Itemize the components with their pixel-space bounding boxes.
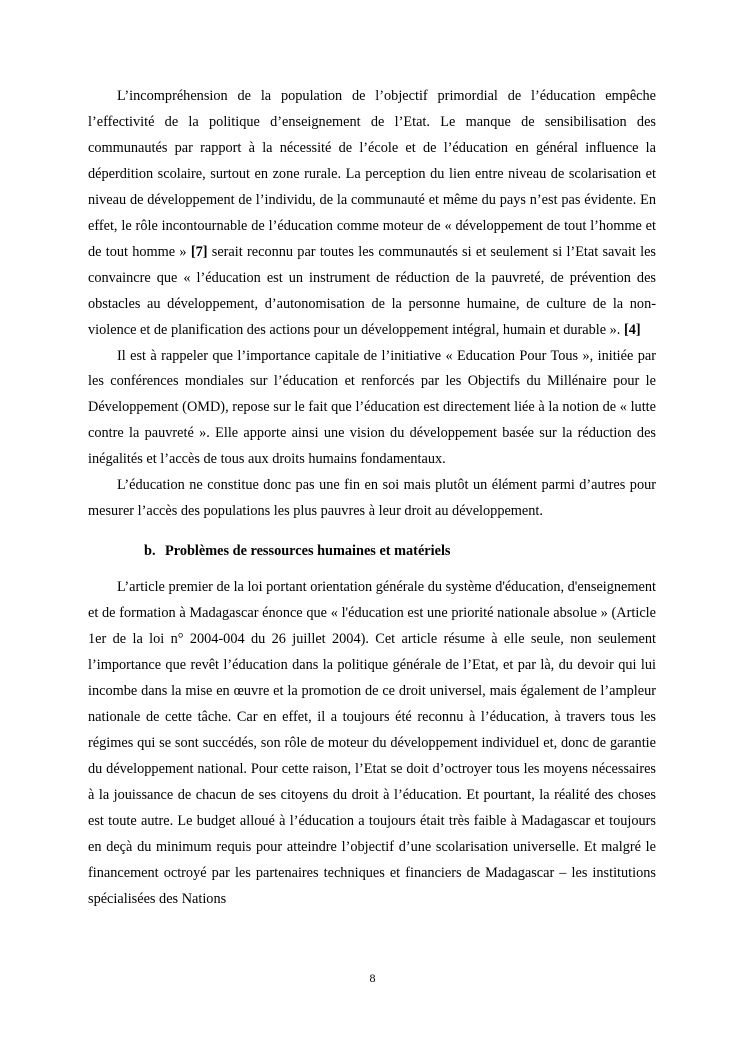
citation-ref: [7] xyxy=(190,243,208,260)
text-run: L’article premier de la loi portant orientation générale du système d'éducation, d'enseignement et de formation à Madagascar énonce que « l'éducation est une priorité nationale absolue » (Article 1er de la loi n° 2004-004 du 26 juillet 2004). Cet article résume à elle seule, non seulement l’importance que revêt l’éducation dans la politique générale de l’Etat, et par là, du devoir qui lui incombe dans la mise en œuvre et la promotion de ce droit universel, mais également de l’ampleur nationale de cette tâche. Car en effet, il a toujours été reconnu à l’éducation, à travers tous les régimes qui se sont succédés, son rôle de moteur du développement individuel et, donc de garantie du développement national. Pour cette raison, l’Etat se doit d’octroyer tous les moyens nécessaires à la jouissance de chacun de ses citoyens du droit à l’éducation. Et pourtant, la réalité des choses est toute autre. Le budget alloué à l’éducation a toujours était très faible à Madagascar et toujours en deçà du minimum requis pour atteindre l’objectif d’une scolarisation universelle. Et malgré le financement octroyé par les partenaires techniques et financiers de Madagascar – les institutions spécialisées des Nations xyxy=(88,579,656,907)
citation-ref: [4] xyxy=(623,321,641,338)
text-run: L’incompréhension de la population de l’objectif primordial de l’éducation empêche l’effectivité de la politique d’enseignement de l’Etat. Le manque de sensibilisation des communautés par rapport à la nécessité de l’école et de l’éducation en général influence la déperdition scolaire, surtout en zone rurale. La perception du lien entre niveau de scolarisation et niveau de développement de l’individu, de la communauté et même du pays n’est pas évidente. En effet, le rôle incontournable de l’éducation comme moteur de « développement de tout l’homme et de tout homme » xyxy=(88,88,656,260)
body-text xyxy=(88,84,656,913)
paragraph-1 xyxy=(88,84,656,344)
text-run: Il est à rappeler que l’importance capitale de l’initiative « Education Pour Tous », initiée par les conférences mondiales sur l’éducation et renforcés par les Objectifs du Millénaire pour le Développement (OMD), repose sur le fait que l’éducation est directement liée à la notion de « lutte contre la pauvreté ». Elle apporte ainsi une vision du développement basée sur la réduction des inégalités et l’accès de tous aux droits humains fondamentaux. xyxy=(88,347,656,468)
section-title: Problèmes de ressources humaines et matériels xyxy=(165,543,451,560)
paragraph-4 xyxy=(88,575,656,912)
section-heading xyxy=(88,539,656,565)
paragraph-2 xyxy=(88,344,656,474)
paragraph-3 xyxy=(88,473,656,525)
section-letter: b. xyxy=(144,543,156,560)
page-number: 8 xyxy=(369,971,376,985)
text-run: L’éducation ne constitue donc pas une fin en soi mais plutôt un élément parmi d’autres pour mesurer l’accès des populations les plus pauvres à leur droit au développement. xyxy=(88,477,656,520)
text-run: serait reconnu par toutes les communautés si et seulement si l’Etat savait les convaincre que « l’éducation est un instrument de réduction de la pauvreté, de prévention des obstacles au développement, d’autonomisation de la personne humaine, de culture de la non-violence et de planification des actions pour un développement intégral, humain et durable ». xyxy=(88,243,656,338)
